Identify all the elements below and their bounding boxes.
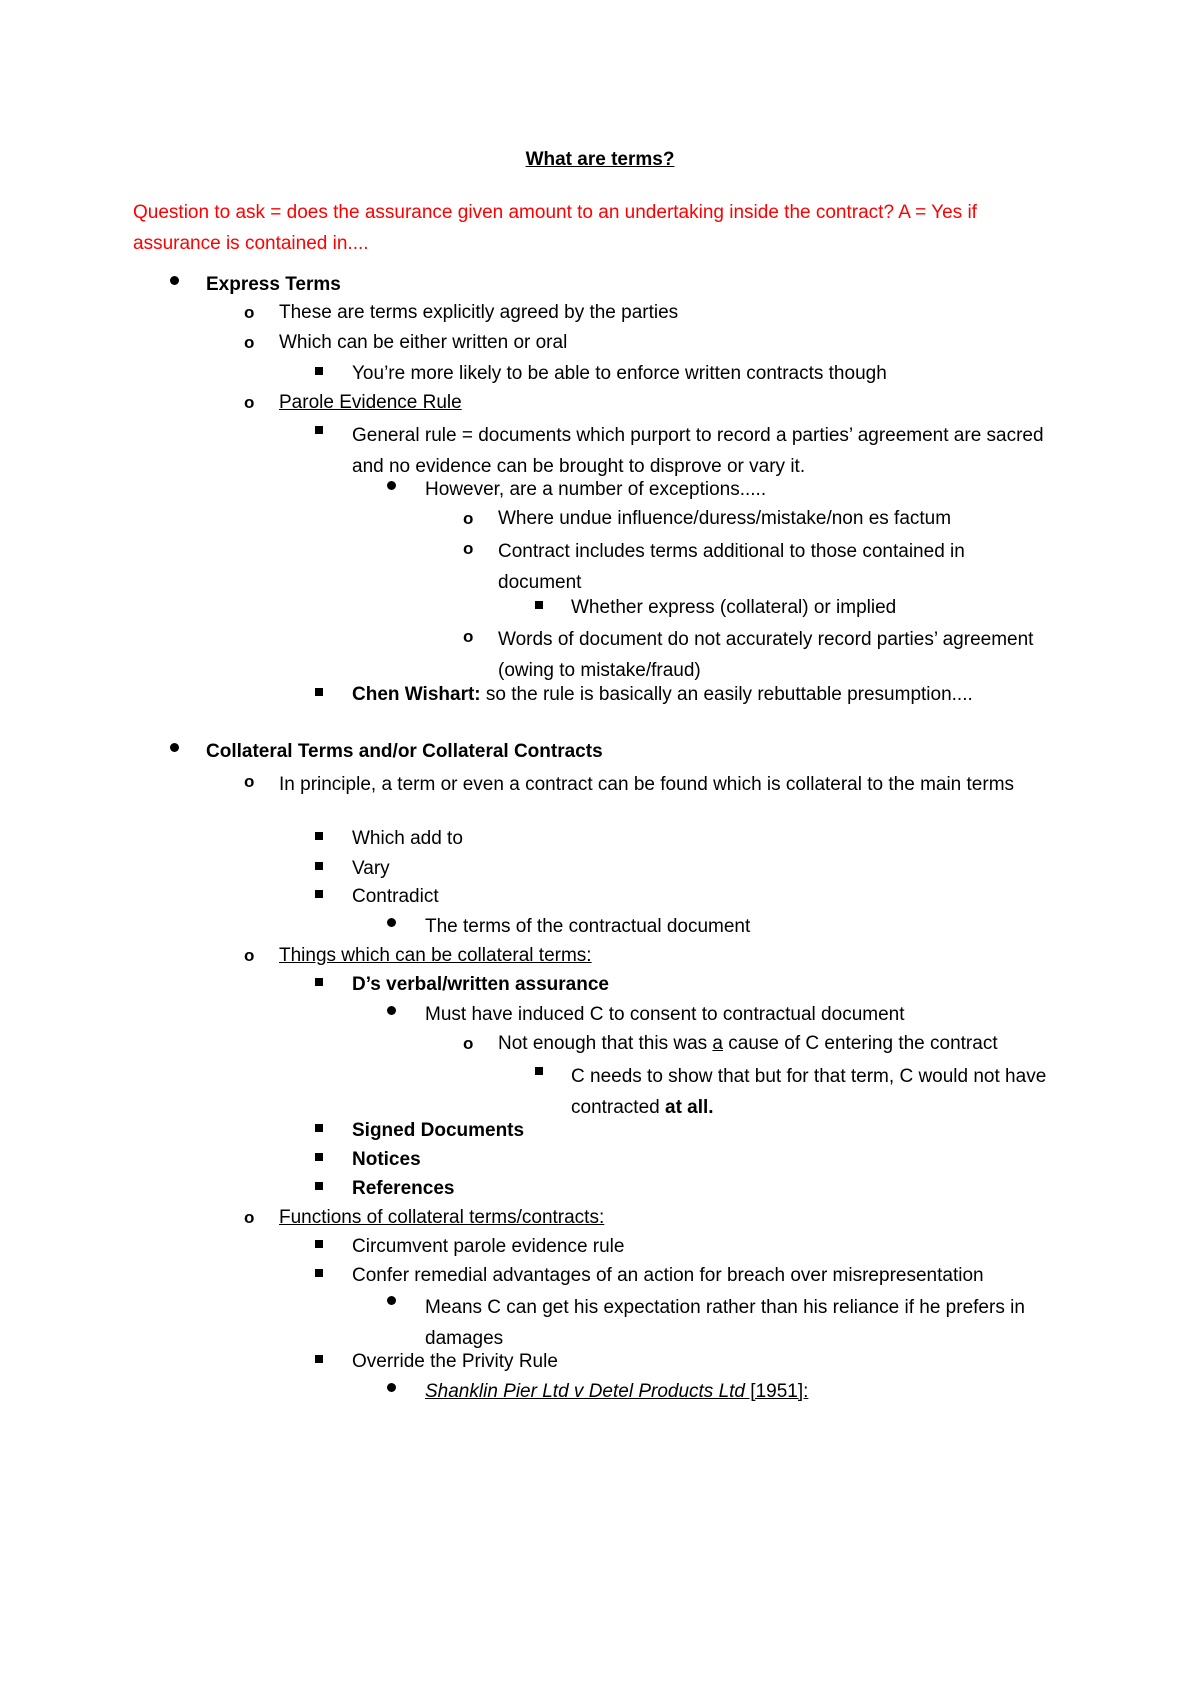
bullet-circle-icon: o bbox=[463, 509, 474, 528]
section-heading-collateral: Collateral Terms and/or Collateral Contracts bbox=[206, 741, 603, 762]
bullet-square-icon bbox=[315, 880, 323, 906]
list-item: Confer remedial advantages of an action for breach over misrepresentation bbox=[352, 1265, 984, 1286]
list-item: Vary bbox=[352, 858, 390, 879]
question-prompt: Question to ask = does the assurance given amount to an undertaking inside the contract? A = Yes if assurance is contained in.... bbox=[133, 202, 977, 254]
list-item: Contradict bbox=[352, 886, 439, 907]
list-item: Signed Documents bbox=[352, 1120, 525, 1141]
bullet-square-icon bbox=[315, 678, 323, 704]
case-citation bbox=[425, 1379, 808, 1405]
bullet-circle-icon: o bbox=[463, 627, 474, 646]
list-item: References bbox=[352, 1178, 455, 1199]
case-year: [1951]: bbox=[745, 1381, 809, 1402]
bullet-circle-icon: o bbox=[244, 772, 255, 791]
list-item: Which can be either written or oral bbox=[279, 332, 568, 353]
bullet-square-icon bbox=[315, 1259, 323, 1285]
list-item: However, are a number of exceptions..... bbox=[425, 479, 767, 500]
list-item bbox=[352, 682, 973, 708]
bullet-square-icon bbox=[315, 357, 323, 383]
not-enough-text: Not enough that this was bbox=[498, 1033, 713, 1054]
list-item: Means C can get his expectation rather than his reliance if he prefers in damages bbox=[425, 1297, 1025, 1349]
not-enough-emphasis: a bbox=[712, 1033, 723, 1054]
bullet-dot-icon bbox=[387, 1287, 396, 1313]
bullet-dot-icon bbox=[387, 997, 396, 1023]
chen-wishart-text: so the rule is basically an easily rebuttable presumption.... bbox=[480, 684, 973, 705]
list-item: Whether express (collateral) or implied bbox=[571, 597, 897, 618]
list-item: Where undue influence/duress/mistake/non es factum bbox=[498, 508, 952, 529]
list-item: The terms of the contractual document bbox=[425, 916, 751, 937]
subheading-collateral-functions: Functions of collateral terms/contracts: bbox=[279, 1207, 605, 1228]
bullet-circle-icon: o bbox=[463, 539, 474, 558]
bullet-dot-icon bbox=[387, 909, 396, 935]
bullet-square-icon bbox=[315, 968, 323, 994]
bullet-dot-icon bbox=[387, 472, 396, 498]
list-item: Must have induced C to consent to contractual document bbox=[425, 1004, 905, 1025]
list-item: Which add to bbox=[352, 828, 463, 849]
list-item: General rule = documents which purport to record a parties’ agreement are sacred and no evidence can be brought to disprove or vary it. bbox=[352, 425, 1044, 477]
bullet-square-icon bbox=[315, 1345, 323, 1371]
bullet-circle-icon: o bbox=[244, 393, 255, 412]
bullet-square-icon bbox=[315, 1172, 323, 1198]
bullet-circle-icon: o bbox=[244, 303, 255, 322]
list-item: You’re more likely to be able to enforce written contracts though bbox=[352, 363, 887, 384]
list-item: Contract includes terms additional to those contained in document bbox=[498, 541, 965, 593]
list-item bbox=[571, 1061, 1051, 1123]
but-for-text: C needs to show that but for that term, C would not have contracted bbox=[571, 1066, 1047, 1118]
subheading-parole-evidence-rule: Parole Evidence Rule bbox=[279, 392, 462, 413]
not-enough-text-end: cause of C entering the contract bbox=[723, 1033, 998, 1054]
bullet-dot-icon bbox=[170, 267, 179, 293]
bullet-square-icon bbox=[315, 416, 323, 442]
subheading-collateral-things: Things which can be collateral terms: bbox=[279, 945, 592, 966]
case-name: Shanklin Pier Ltd v Detel Products Ltd bbox=[425, 1381, 746, 1402]
list-item: These are terms explicitly agreed by the parties bbox=[279, 302, 679, 323]
bullet-dot-icon bbox=[387, 1374, 396, 1400]
list-item: D’s verbal/written assurance bbox=[352, 974, 609, 995]
bullet-square-icon bbox=[315, 852, 323, 878]
list-item: Circumvent parole evidence rule bbox=[352, 1236, 625, 1257]
bullet-dot-icon bbox=[170, 734, 179, 760]
list-item bbox=[498, 1031, 998, 1057]
list-item: In principle, a term or even a contract can be found which is collateral to the main terms bbox=[279, 774, 1015, 795]
chen-wishart-label: Chen Wishart: bbox=[352, 684, 481, 705]
bullet-circle-icon: o bbox=[463, 1034, 474, 1053]
bullet-circle-icon: o bbox=[244, 946, 255, 965]
bullet-square-icon bbox=[315, 1230, 323, 1256]
bullet-square-icon bbox=[535, 1057, 543, 1083]
page-title: What are terms? bbox=[525, 149, 675, 170]
bullet-square-icon bbox=[315, 822, 323, 848]
bullet-circle-icon: o bbox=[244, 1208, 255, 1227]
list-item: Notices bbox=[352, 1149, 421, 1170]
list-item: Override the Privity Rule bbox=[352, 1351, 558, 1372]
bullet-circle-icon: o bbox=[244, 333, 255, 352]
bullet-square-icon bbox=[315, 1143, 323, 1169]
section-heading-express: Express Terms bbox=[206, 274, 341, 295]
bullet-square-icon bbox=[535, 591, 543, 617]
bullet-square-icon bbox=[315, 1114, 323, 1140]
but-for-emphasis: at all. bbox=[665, 1097, 714, 1118]
list-item: Words of document do not accurately record parties’ agreement (owing to mistake/fraud) bbox=[498, 629, 1034, 681]
